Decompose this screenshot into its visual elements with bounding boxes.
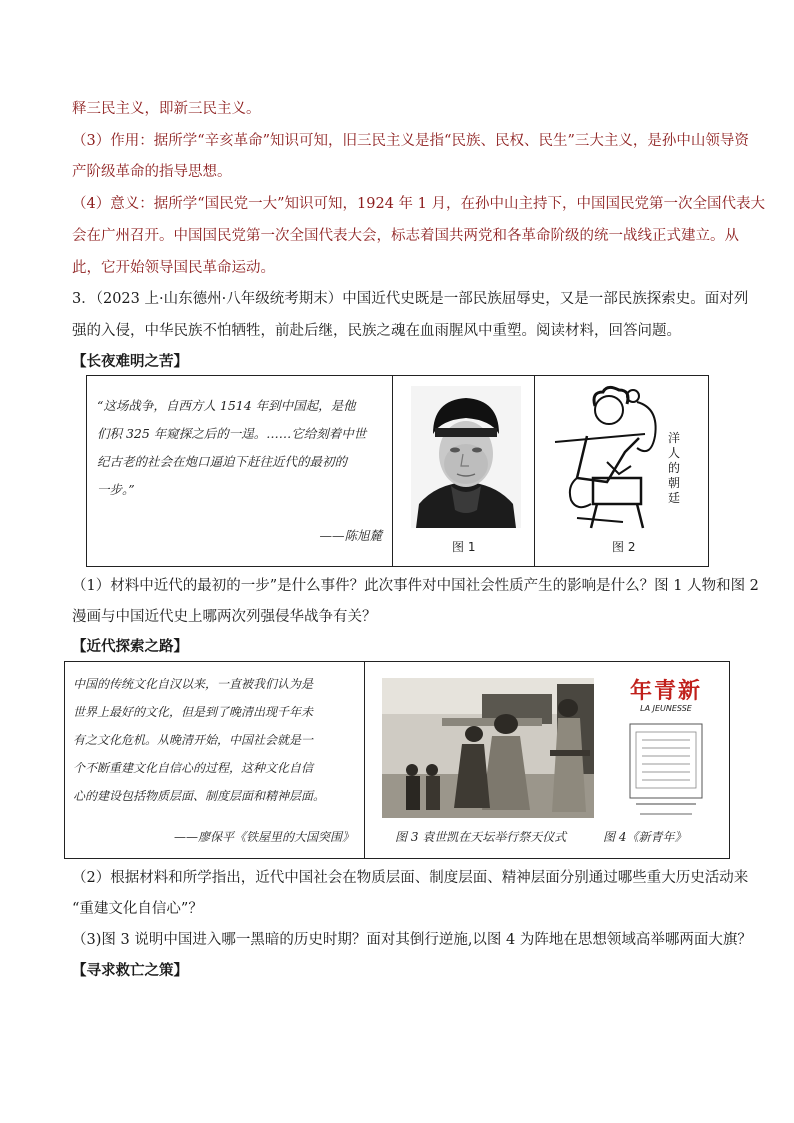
answer-line: 释三民主义，即新三民主义。: [72, 101, 261, 117]
sub-question-3: （3)图 3 说明中国进入哪一黑暗的历史时期？面对其倒行逆施,以图 4 为阵地在思想领域高举哪两面大旗？: [72, 932, 752, 948]
figure-1-caption: 图 1: [452, 540, 476, 554]
magazine-subtitle: LA JEUNESSE: [640, 704, 692, 713]
cartoon-caption-vertical: 洋 人 的 朝 廷: [667, 431, 680, 505]
figure-2-caption: 图 2: [612, 540, 636, 554]
question-text: 3．（2023 上·山东德州·八年级统考期末）中国近代史既是一部民族屈辱史，又是一部民族探索史。面对列: [72, 291, 749, 307]
sub-question-2: （2）根据材料和所学指出，近代中国社会在物质层面、制度层面、精神层面分别通过哪些重大历史活动来: [72, 870, 749, 886]
sub-question-2: “重建文化自信心”？: [72, 901, 203, 917]
figures-cell: [365, 662, 729, 858]
material-box-2: [64, 661, 730, 859]
figure-2-cell: [535, 376, 710, 566]
quote-author: ——廖保平《铁屋里的大国突围》: [173, 830, 354, 844]
answer-line: （4）意义：据所学“国民党一大”知识可知，1924 年 1 月，在孙中山主持下，中国国民党第一次全国代表大: [72, 196, 766, 212]
section-title: 【长夜难明之苦】: [72, 353, 188, 370]
answer-line: 会在广州召开。中国国民党第一次全国代表大会，标志着国共两党和各革命阶级的统一战线正式建立。从: [72, 228, 739, 244]
quote-author: ——陈旭麓: [319, 528, 382, 543]
ceremony-photo: [382, 678, 594, 818]
sub-question-1: （1）材料中近代的最初的一步”是什么事件？此次事件对中国社会性质产生的影响是什么？图 1 人物和图 2: [72, 578, 759, 594]
figure-3-caption: 图 3 袁世凯在天坛举行祭天仪式: [395, 830, 567, 844]
figure-4-caption: 图 4《新青年》: [603, 830, 687, 844]
answer-line: （3）作用：据所学“辛亥革命”知识可知，旧三民主义是指“民族、民权、民生”三大主义，是孙中山领导资: [72, 133, 749, 149]
quote-cell: [87, 376, 393, 566]
answer-line: 产阶级革命的指导思想。: [72, 164, 232, 180]
question-text: 强的入侵，中华民族不怕牺牲，前赴后继，民族之魂在血雨腥风中重塑。阅读材料，回答问题。: [72, 323, 681, 339]
section-title: 【寻求救亡之策】: [72, 962, 188, 979]
figure-1-cell: [393, 376, 535, 566]
quote-text: 中国的传统文化自汉以来，一直被我们认为是 世界上最好的文化，但是到了晚清出现千年未 有之文化危机。从晚清开始，中国社会就是一 个不断重建文化自信心的过程，这种文化自信 心的建设包括物质层面、制度层面和精神层面。: [73, 677, 326, 803]
section-title: 【近代探索之路】: [72, 638, 188, 655]
quote-cell: [65, 662, 365, 858]
answer-line: 此，它开始领导国民革命运动。: [72, 260, 275, 276]
magazine-title: 年青新: [629, 679, 702, 704]
sub-question-1: 漫画与中国近代史上哪两次列强侵华战争有关？: [72, 609, 377, 625]
material-box-1: [86, 375, 709, 567]
portrait-image: [411, 386, 521, 528]
quote-text: “这场战争，自西方人 1514 年到中国起，是他 们积 325 年窥探之后的一逞。……它给刻着中世 纪古老的社会在炮口逼迫下赶往近代的最初的 一步。”: [97, 398, 367, 497]
